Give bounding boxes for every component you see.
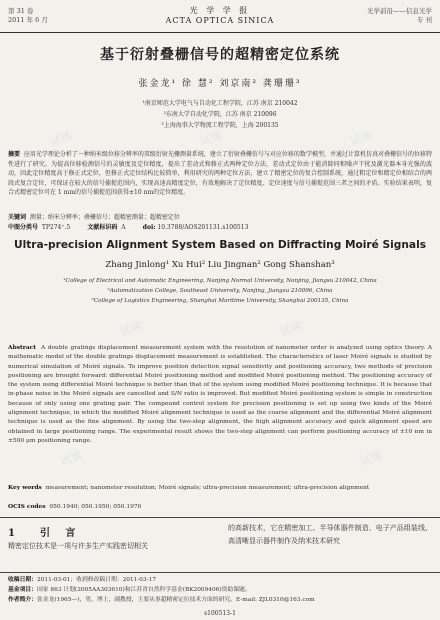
authors-en: Zhang Jinlong¹ Xu Hui² Liu Jingnan² Gong Shanshan³: [105, 260, 335, 270]
header-column-sub: 专 刊: [416, 16, 432, 24]
abstract-cn: [8, 150, 432, 198]
paper-title-en: Ultra-precision Alignment System Based on Diffracting Moiré Signals: [13, 239, 427, 251]
keywords-cn-text: 测量；纳米分辨率；叠栅信号；超精密测量；超精密定位: [29, 214, 180, 221]
section-heading: [8, 524, 81, 539]
ocis-text: 050.1940; 050.1950; 050.1970: [49, 504, 142, 510]
doi-label: doi:: [142, 224, 156, 231]
footnotes: [0, 572, 440, 613]
header-column: 光学前沿——信息光学: [367, 7, 432, 15]
footnote-funding-label: 基金项目：: [8, 587, 37, 593]
intro-left-column: 精密定位技术是一项与许多生产实践密切相关: [8, 542, 148, 550]
watermark: 试读: [358, 448, 384, 469]
affiliations-en: [16, 276, 424, 306]
abstract-cn-text: 应用光学理论分析了一种纳米级位移分辨率的双级衍射光栅测量系统，建立了衍射叠栅信号与对应位移的数学模型，并通过计算机仿真对叠栅信号的位移特性进行了研究。为提高位移检测信号的灵敏度及定位精度，提出了差动式和修正式两种定位方法，差动式定位由于能消除同相噪声干扰及激光器本身光强的波动，因此定位精度高于修正式定位，但修正式定位结构比较简单，利用研究的两种定位方法，建立了精密定位的复合控制系统，通过粗定位和精定位相结合的两段式复合定位，可保证在较大的信号捕捉范围内，实现高速高精度定位，有效地解决了定位精度、定位速度与信号捕捉范围三者之间的矛盾。实验结果表明，复合式精密定位可在 1 mm的信号捕捉范围获得±10 nm的定位精度。: [8, 151, 432, 197]
section-number: 1: [8, 528, 21, 539]
keywords-cn: [8, 213, 432, 222]
affiliations-cn: [0, 98, 440, 131]
header-issue: 2011 年 6 月: [8, 16, 48, 24]
journal-name-en: ACTA OPTICA SINICA: [165, 16, 275, 25]
affiliation-en-1: ¹College of Electrical and Automatic Engineering, Nanjing Normal University, Nanjing, Jiangsu 210042, China: [63, 278, 377, 284]
watermark: 试读: [348, 128, 374, 149]
abstract-cn-label: 摘要: [8, 151, 21, 158]
abstract-en-label: Abstract: [8, 344, 36, 351]
doc-code-label: 文献标识码: [87, 224, 118, 231]
header-volume: 第 31 卷: [8, 7, 34, 15]
affiliation-cn-1: ¹南京师范大学电气与自动化工程学院，江苏 南京 210042: [142, 100, 298, 107]
intro-right-column: 的高新技术，它在精密加工、半导体器件制造、电子产品组装线、高清晰显示器件制作及纳米技术研究: [228, 524, 432, 545]
footnote-author-label: 作者简介：: [8, 597, 37, 603]
abstract-en: [8, 343, 432, 446]
keywords-en: [8, 483, 432, 493]
classification-row: [8, 223, 432, 232]
header-column-block: [367, 7, 432, 25]
footnote-received: [8, 576, 432, 584]
page-number: s100513-1: [204, 610, 236, 617]
ocis-label: OCIS codes: [8, 503, 46, 510]
watermark: 试读: [58, 448, 84, 469]
section-title: 引 言: [39, 528, 82, 539]
affiliation-cn-3: ³上海海事大学物流工程学院，上海 200135: [161, 122, 279, 129]
footnote-received-text: 2011-03-01；收到修改稿日期：2011-03-17: [37, 577, 157, 583]
doc-code: A: [121, 224, 126, 231]
footnote-received-label: 收稿日期：: [8, 577, 37, 583]
abstract-en-text: A double gratings displacement measurement system with the resolution of nanometer order is analyzed using optics theory. A mathematic model of the double gratings displacement measurement is established. The characteristics of laser Moiré signals is studied by numerical simulation of Moiré signals. To improve position detection signal sensitivity and positioning accuracy, two methods of precision positioning are brought forward: differential Moiré positioning method and modified Moiré positioning method. The positioning accuracy of the system using differential Moiré technique is better than that of the system using modified Moiré positioning technique. It is because that in-phase noise in the Moiré signals are cancelled and S/N ratio is improved. But modified Moiré positioning system is simple in construction because of only using one grating pair. The compound control system for precision positioning is set up using two kinds of the Moiré alignment technique, in which the modified Moiré alignment technique is used as the coarse alignment and the differential Moiré alignment technique is used as the fine alignment. By using the two-step alignment, the high alignment accuracy and quick alignment speed are obtained in large positioning range. The experimental result shows the two-step alignment can perform positioning accuracy of ±10 nm in ±500 μm positioning range.: [8, 345, 432, 444]
watermark: 试读: [118, 318, 144, 339]
clc-label: 中图分类号: [8, 224, 39, 231]
footnote-author: [8, 596, 432, 604]
clc-code: TP274⁺.5: [41, 224, 71, 231]
footnote-author-text: 张金龙(1965—)，男，博士，副教授，主要从事超精密定位技术方面的研究。E-mail: ZJL0310@163.com: [37, 597, 315, 603]
affiliation-cn-2: ²东南大学自动化学院，江苏 南京 210096: [163, 111, 277, 118]
journal-name-cn: 光 学 学 报: [189, 6, 251, 15]
ocis-codes: [8, 502, 432, 512]
affiliation-en-3: ³College of Logistics Engineering, Shanghai Maritime University, Shanghai 200135, China: [91, 298, 349, 304]
keywords-en-label: Key words: [8, 484, 42, 491]
watermark: 试读: [278, 318, 304, 339]
footnote-funding: [8, 586, 432, 594]
doi-value: 10.3788/AOS201131.s100513: [157, 224, 249, 231]
authors-cn: 张金龙¹ 徐 慧² 刘京南² 龚珊珊³: [138, 79, 302, 89]
keywords-en-text: measurement; nanometer resolution; Moiré signals; ultra-precision measurement; ultra-precision alignment: [45, 485, 370, 491]
footnote-funding-text: 国家 863 计划(2005AA303610)和江苏省自然科学基金(BK2009406)资助课题。: [37, 587, 251, 593]
watermark: 试读: [198, 128, 224, 149]
affiliation-en-2: ²Automatization College, Southeast University, Nanjing, Jiangsu 210096, China: [107, 288, 333, 294]
abstract-divider: [0, 517, 440, 518]
watermark: 试读: [48, 128, 74, 149]
keywords-cn-label: 关键词: [8, 214, 27, 221]
paper-title-cn: 基于衍射叠栅信号的超精密定位系统: [100, 47, 340, 63]
running-header: [0, 4, 440, 33]
